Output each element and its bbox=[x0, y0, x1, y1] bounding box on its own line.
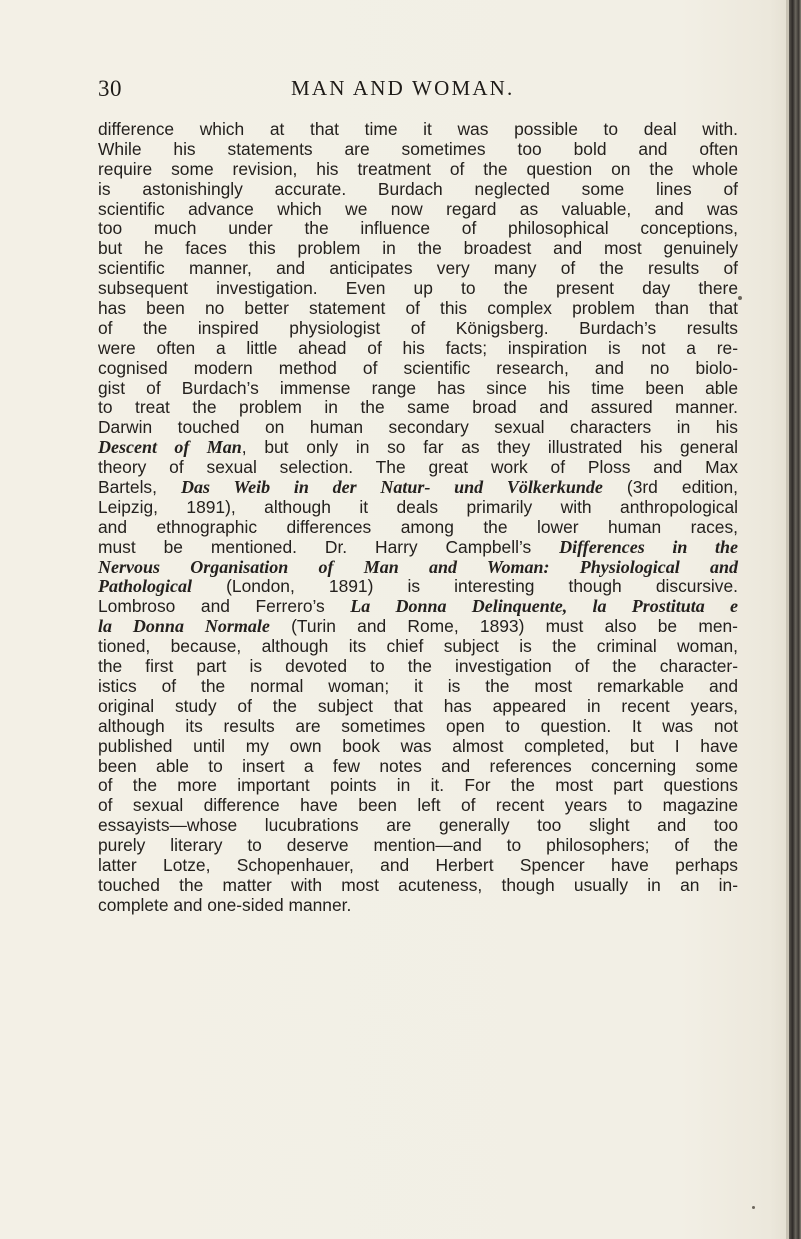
text-segment: must be mentioned. Dr. Harry Campbell’s bbox=[98, 536, 560, 557]
text-line bbox=[98, 577, 738, 597]
book-title-italic: Descent of Man bbox=[98, 437, 242, 458]
text-line bbox=[98, 717, 738, 737]
text-segment: too much under the influence of philosophical conceptions, bbox=[98, 218, 738, 239]
text-segment: although its results are sometimes open to question. It was not bbox=[98, 715, 738, 736]
text-segment: been able to insert a few notes and references concerning some bbox=[98, 755, 738, 776]
text-segment: scientific advance which we now regard as valuable, and was bbox=[98, 198, 738, 219]
text-line bbox=[98, 259, 738, 279]
text-segment: (3rd edition, bbox=[602, 477, 739, 498]
text-segment: and ethnographic differences among the lower human races, bbox=[98, 516, 738, 537]
text-line bbox=[98, 697, 738, 717]
text-line bbox=[98, 876, 738, 896]
page-header bbox=[98, 76, 738, 106]
text-segment: purely literary to deserve mention—and to philosophers; of the bbox=[98, 835, 738, 856]
text-segment: were often a little ahead of his facts; inspiration is not a re- bbox=[98, 337, 738, 358]
text-line bbox=[98, 339, 738, 359]
text-segment: complete and one-sided manner. bbox=[98, 894, 352, 915]
text-line bbox=[98, 896, 738, 916]
text-segment: the first part is devoted to the investigation of the character- bbox=[98, 656, 738, 677]
text-line bbox=[98, 816, 738, 836]
text-segment: published until my own book was almost completed, but I have bbox=[98, 735, 738, 756]
text-line bbox=[98, 558, 738, 578]
text-segment: (London, 1891) is interesting though discursive. bbox=[192, 576, 738, 597]
text-segment: cognised modern method of scientific research, and no biolo- bbox=[98, 357, 738, 378]
body-paragraph bbox=[98, 120, 738, 916]
text-segment: has been no better statement of this complex problem than that bbox=[98, 298, 738, 319]
text-line bbox=[98, 478, 738, 498]
text-line bbox=[98, 359, 738, 379]
text-segment: (Turin and Rome, 1893) must also be men- bbox=[269, 616, 738, 637]
text-line bbox=[98, 617, 738, 637]
paper-speck bbox=[738, 296, 742, 300]
text-line bbox=[98, 418, 738, 438]
text-line bbox=[98, 856, 738, 876]
text-segment: , but only in so far as they illustrated his general bbox=[241, 437, 738, 458]
text-line bbox=[98, 438, 738, 458]
text-line bbox=[98, 180, 738, 200]
text-line bbox=[98, 538, 738, 558]
text-line bbox=[98, 299, 738, 319]
text-line bbox=[98, 737, 738, 757]
text-segment: of sexual difference have been left of recent years to magazine bbox=[98, 795, 738, 816]
text-segment: of the more important points in it. For the most part questions bbox=[98, 775, 738, 796]
text-segment: touched the matter with most acuteness, though usually in an in- bbox=[98, 874, 738, 895]
text-line bbox=[98, 757, 738, 777]
book-title-italic: Pathological bbox=[98, 576, 192, 597]
text-line bbox=[98, 518, 738, 538]
text-segment: difference which at that time it was possible to deal with. bbox=[98, 119, 738, 139]
text-line bbox=[98, 637, 738, 657]
text-line bbox=[98, 677, 738, 697]
text-line bbox=[98, 597, 738, 617]
text-line bbox=[98, 398, 738, 418]
text-line bbox=[98, 776, 738, 796]
paper-speck bbox=[752, 1206, 755, 1209]
text-segment: theory of sexual selection. The great work of Ploss and Max bbox=[98, 457, 738, 478]
text-line bbox=[98, 498, 738, 518]
text-segment: to treat the problem in the same broad and assured manner. bbox=[98, 397, 738, 418]
text-line bbox=[98, 379, 738, 399]
text-segment: of the inspired physiologist of Königsberg. Burdach’s results bbox=[98, 317, 738, 338]
text-line bbox=[98, 836, 738, 856]
text-segment: essayists—whose lucubrations are generally too slight and too bbox=[98, 815, 738, 836]
text-segment: Darwin touched on human secondary sexual characters in his bbox=[98, 417, 738, 438]
book-title-italic: La Donna Delinquente, la Prostituta e bbox=[350, 596, 738, 617]
text-line bbox=[98, 796, 738, 816]
text-segment: subsequent investigation. Even up to the present day there bbox=[98, 278, 738, 299]
book-title-italic: Differences in the bbox=[559, 536, 739, 557]
text-line bbox=[98, 657, 738, 677]
running-head: MAN AND WOMAN. bbox=[291, 76, 515, 100]
book-title-italic: la Donna Normale bbox=[98, 616, 270, 637]
text-line bbox=[98, 219, 738, 239]
text-line bbox=[98, 160, 738, 180]
text-segment: tioned, because, although its chief subject is the criminal woman, bbox=[98, 636, 738, 657]
text-segment: is astonishingly accurate. Burdach neglected some lines of bbox=[98, 178, 738, 199]
text-segment: Bartels, bbox=[98, 477, 182, 498]
book-title-italic: Nervous Organisation of Man and Woman: Physiological and bbox=[98, 556, 738, 577]
text-segment: istics of the normal woman; it is the most remarkable and bbox=[98, 675, 738, 696]
book-binding-edge bbox=[789, 0, 801, 1239]
page-number: 30 bbox=[98, 76, 122, 101]
text-line bbox=[98, 140, 738, 160]
text-segment: While his statements are sometimes too bold and often bbox=[98, 138, 738, 159]
text-line bbox=[98, 239, 738, 259]
text-segment: original study of the subject that has appeared in recent years, bbox=[98, 695, 738, 716]
text-line bbox=[98, 120, 738, 140]
book-title-italic: Das Weib in der Natur- und Völkerkunde bbox=[181, 477, 603, 498]
text-segment: require some revision, his treatment of the question on the whole bbox=[98, 158, 738, 179]
text-segment: Lombroso and Ferrero’s bbox=[98, 596, 351, 617]
text-line bbox=[98, 319, 738, 339]
text-segment: Leipzig, 1891), although it deals primarily with anthropological bbox=[98, 496, 738, 517]
text-segment: but he faces this problem in the broadest and most genuinely bbox=[98, 238, 738, 259]
text-segment: scientific manner, and anticipates very many of the results of bbox=[98, 258, 738, 279]
text-segment: latter Lotze, Schopenhauer, and Herbert Spencer have perhaps bbox=[98, 854, 738, 875]
text-line bbox=[98, 200, 738, 220]
text-line bbox=[98, 279, 738, 299]
text-segment: gist of Burdach’s immense range has since his time been able bbox=[98, 377, 738, 398]
text-line bbox=[98, 458, 738, 478]
